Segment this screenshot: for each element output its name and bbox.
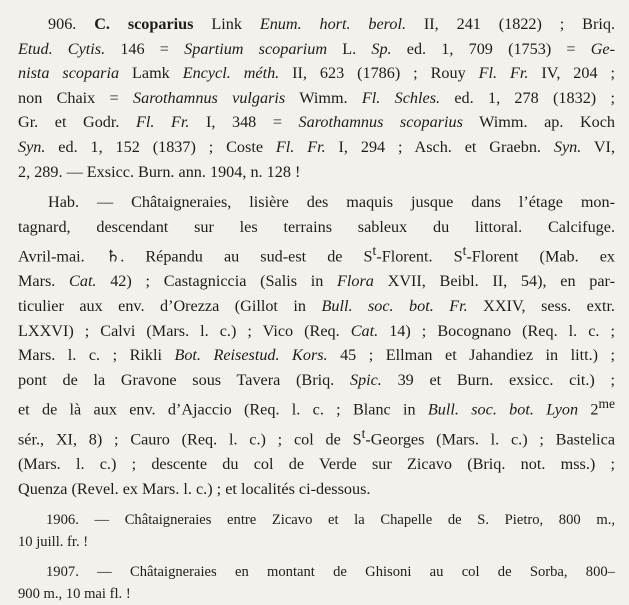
text-line: 1906. — Châtaigneraies entre Zicavo et la Chapelle de S. Pietro, 800 m., bbox=[46, 512, 615, 529]
text-line: 10 juill. fr. ! bbox=[18, 534, 89, 551]
spacer bbox=[18, 501, 615, 509]
collection-note-1906 bbox=[18, 509, 615, 553]
text-line: 900 m., 10 mai fl. ! bbox=[18, 586, 131, 603]
text-line: et de là aux env. d’Ajaccio (Req. l. c. ; Blanc in Bull. soc. bot. Lyon $2^{me}$ bbox=[18, 396, 615, 419]
text-line: Syn. ed. 1, 152 (1837) ; Coste Fl. Fr. I, 294 ; Asch. et Graebn. Syn. VI, bbox=[18, 137, 615, 156]
species-entry-header bbox=[18, 12, 615, 184]
text-line: (Mars. l. c.) ; descente du col de Verde sur Zicavo (Briq. not. mss.) ; bbox=[18, 455, 615, 474]
text-line: 906. C. scoparius Link Enum. hort. berol. II, 241 (1822) ; Briq. bbox=[48, 15, 615, 33]
text-line: non Chaix = Sarothamnus vulgaris Wimm. Fl. Schles. ed. 1, 278 (1832) ; bbox=[18, 88, 615, 107]
text-line: LXXVI) ; Calvi (Mars. l. c.) ; Vico (Req. Cat. 14) ; Bocognano (Req. l. c. ; bbox=[18, 321, 615, 340]
text-line: ticulier aux env. d’Orezza (Gillot in Bull. soc. bot. Fr. XXIV, sess. extr. bbox=[18, 296, 615, 315]
habitat-paragraph bbox=[18, 190, 615, 501]
text-line: tagnard, descendant sur les terrains sableux du littoral. Calcifuge. bbox=[18, 217, 615, 236]
text-line: 2, 289. — Exsicc. Burn. ann. 1904, n. 128 ! bbox=[18, 162, 301, 181]
spacer bbox=[18, 553, 615, 561]
text-line: Avril-mai. ♄. Répandu au sud-est de $S^t$-Florent. $S^t$-Florent (Mab. ex bbox=[18, 243, 615, 266]
text-line: Quenza (Revel. ex Mars. l. c.) ; et localités ci-dessous. bbox=[18, 479, 371, 498]
text-line: Mars. l. c. ; Rikli Bot. Reisestud. Kors. 45 ; Ellman et Jahandiez in litt.) ; bbox=[18, 346, 615, 365]
text-line: Gr. et Godr. Fl. Fr. I, 348 = Sarothamnus scoparius Wimm. ap. Koch bbox=[18, 113, 615, 132]
text-line: Etud. Cytis. 146 = Spartium scoparium L. Sp. ed. 1, 709 (1753) = Ge- bbox=[18, 39, 615, 58]
collection-note-1907 bbox=[18, 561, 615, 605]
text-line: sér., XI, 8) ; Cauro (Req. l. c.) ; col de $S^t$-Georges (Mars. l. c.) ; Bastelica bbox=[18, 426, 615, 449]
text-line: Hab. — Châtaigneraies, lisière des maquis jusque dans l’étage mon- bbox=[48, 193, 615, 212]
text-line: 1907. — Châtaigneraies en montant de Ghisoni au col de Sorba, 800– bbox=[46, 564, 615, 581]
text-line: nista scoparia Lamk Encycl. méth. II, 623 (1786) ; Rouy Fl. Fr. IV, 204 ; bbox=[18, 64, 615, 83]
text-line: Mars. Cat. 42) ; Castagniccia (Salis in Flora XVII, Beibl. II, 54), en par- bbox=[18, 272, 615, 291]
text-line: pont de la Gravone sous Tavera (Briq. Spic. 39 et Burn. exsicc. cit.) ; bbox=[18, 370, 615, 389]
